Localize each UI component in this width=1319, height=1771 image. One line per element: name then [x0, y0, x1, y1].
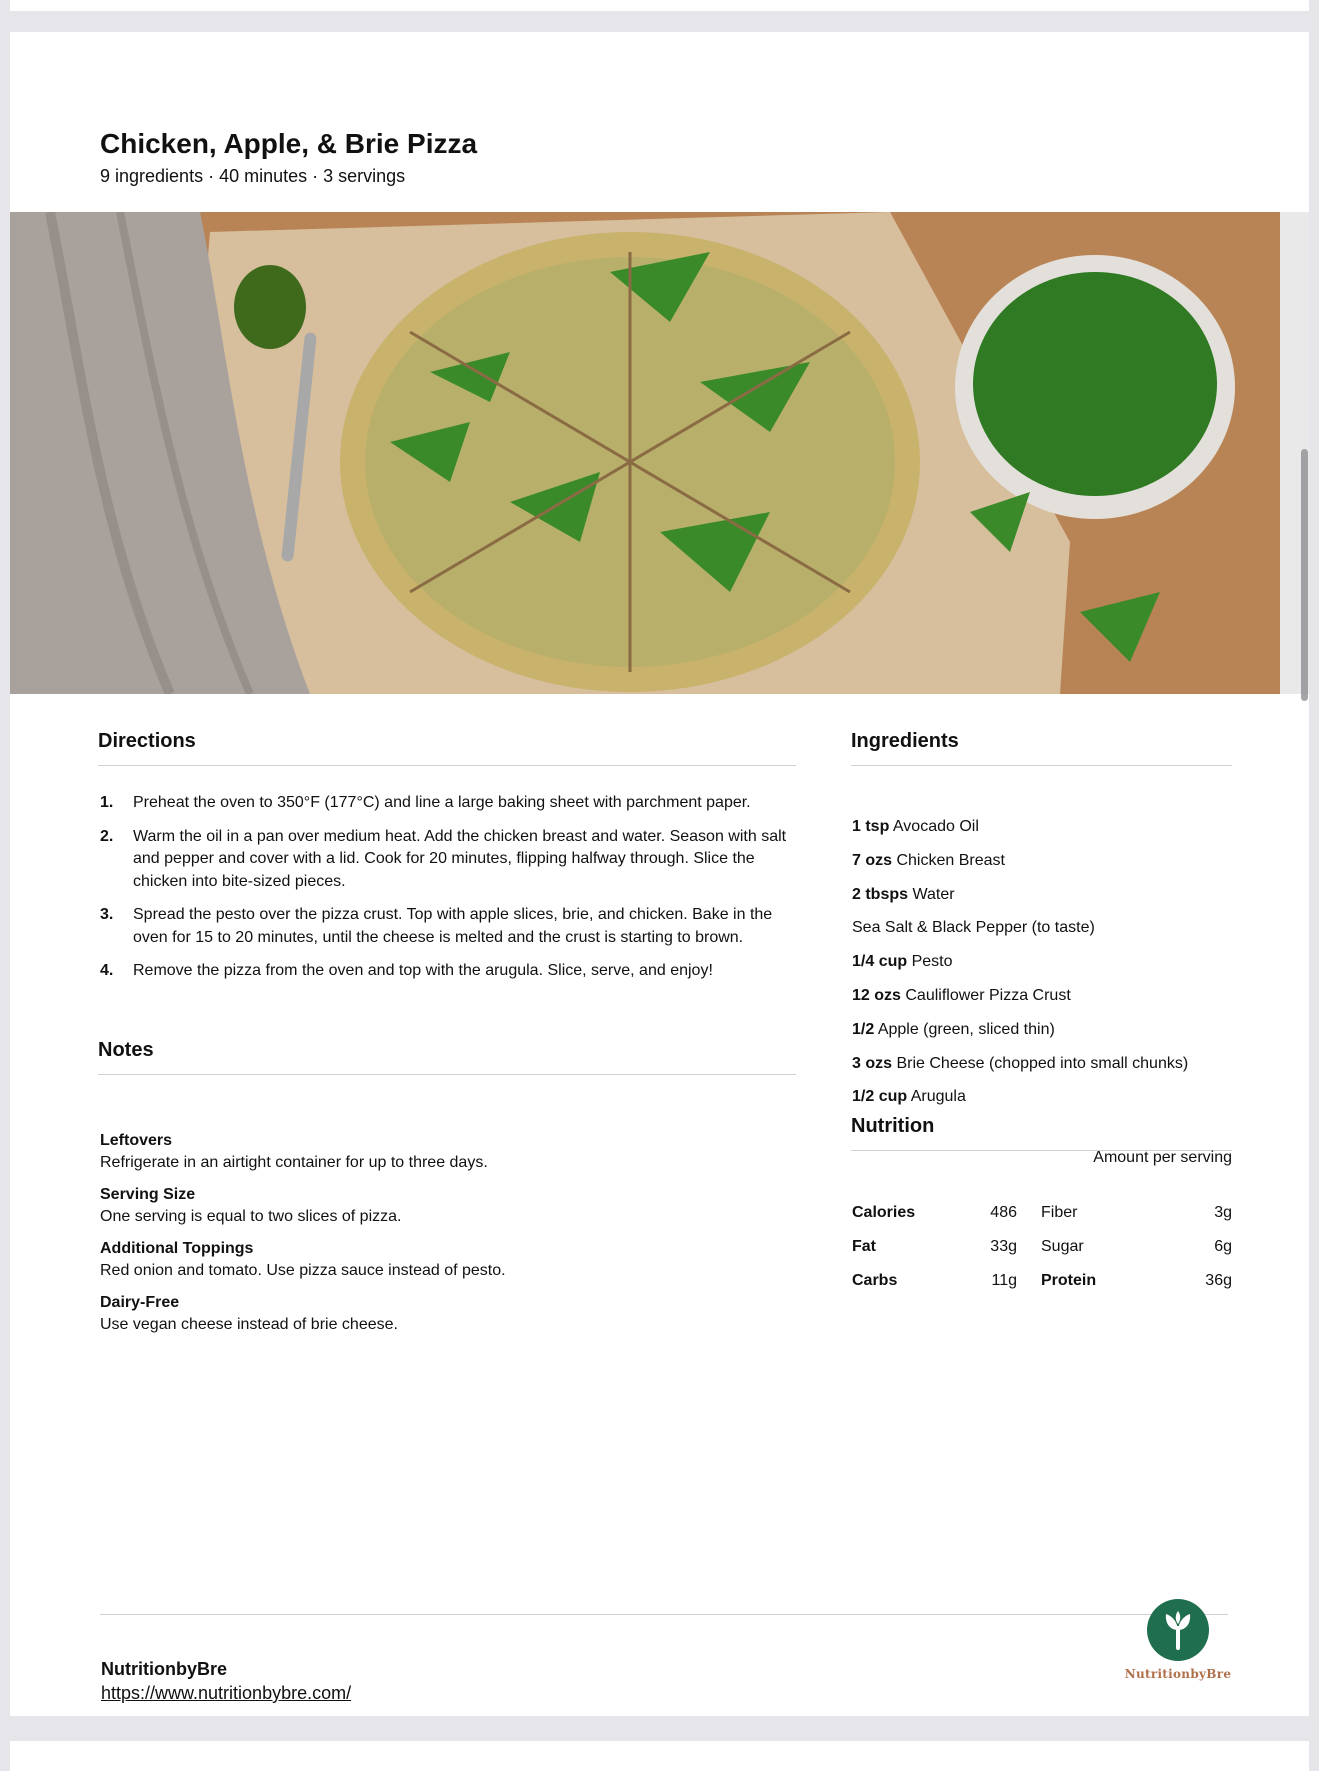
ingredient-item: 1/2 cup Arugula [852, 1088, 966, 1106]
ingredient-item: 1/4 cup Pesto [852, 953, 953, 971]
nutrition-amount-label: Amount per serving [1093, 1149, 1232, 1166]
recipe-page [10, 32, 1309, 1716]
ingredient-item: 1 tsp Avocado Oil [852, 818, 979, 835]
brand-logo [1108, 1599, 1248, 1681]
directions-heading: Directions [98, 730, 796, 766]
nutrition-table [852, 1204, 1232, 1306]
note-item: Additional Toppings Red onion and tomato. Use pizza sauce instead of pesto. [100, 1240, 506, 1279]
note-item: Dairy-Free Use vegan cheese instead of brie cheese. [100, 1294, 398, 1333]
direction-step: 1. Preheat the oven to 350°F (177°C) and line a large baking sheet with parchment paper. [100, 794, 751, 811]
footer-url-link[interactable]: https://www.nutritionbybre.com/ [101, 1683, 352, 1703]
note-item: Leftovers Refrigerate in an airtight container for up to three days. [100, 1132, 488, 1171]
footer-divider [100, 1614, 1228, 1615]
ingredient-item: 12 ozs Cauliflower Pizza Crust [852, 986, 1071, 1004]
logo-wordmark: NutritionbyBre [1124, 1667, 1232, 1681]
notes-list [100, 1130, 796, 1346]
nutrition-row: Carbs 11g Protein 36g [852, 1272, 1232, 1289]
recipe-meta: 9 ingredients · 40 minutes · 3 servings [100, 166, 406, 186]
direction-step: 3. Spread the pesto over the pizza crust. Top with apple slices, brie, and chicken. Bake in the oven for 15 to 20 minutes, until the cheese is melted and the crust is starting to brown. [100, 906, 773, 946]
ingredient-item: Sea Salt & Black Pepper (to taste) [852, 919, 1095, 937]
notes-heading: Notes [98, 1039, 796, 1075]
ingredient-item: 3 ozs Brie Cheese (chopped into small chunks) [852, 1054, 1189, 1072]
sprout-icon [1147, 1599, 1209, 1661]
recipe-title: Chicken, Apple, & Brie Pizza [100, 128, 478, 159]
direction-step: 4. Remove the pizza from the oven and top with the arugula. Slice, serve, and enjoy! [100, 962, 713, 979]
ingredients-heading: Ingredients [851, 730, 1232, 766]
nutrition-row: Calories 486 Fiber 3g [852, 1204, 1232, 1221]
ingredient-item: 7 ozs Chicken Breast [852, 851, 1005, 869]
ingredient-item: 1/2 Apple (green, sliced thin) [852, 1020, 1055, 1038]
directions-list [100, 792, 796, 994]
hero-photo [10, 212, 1309, 694]
next-page-edge [10, 1741, 1309, 1771]
pizza-photo-illustration [10, 212, 1309, 694]
nutrition-row: Fat 33g Sugar 6g [852, 1238, 1232, 1255]
direction-step: 2. Warm the oil in a pan over medium heat. Add the chicken breast and water. Season with salt and pepper and cover with a lid. Cook for 20 minutes, flipping halfway through. Slice the chicken into bite-sized pieces. [100, 827, 787, 890]
ingredients-list [852, 818, 1232, 1122]
nutrition-heading: Nutrition [851, 1115, 1232, 1151]
note-item: Serving Size One serving is equal to two slices of pizza. [100, 1186, 402, 1225]
footer-brand: NutritionbyBre [101, 1659, 227, 1679]
ingredient-item: 2 tbsps Water [852, 885, 955, 903]
scrollbar-thumb[interactable] [1301, 449, 1308, 701]
previous-page-edge [10, 0, 1309, 11]
